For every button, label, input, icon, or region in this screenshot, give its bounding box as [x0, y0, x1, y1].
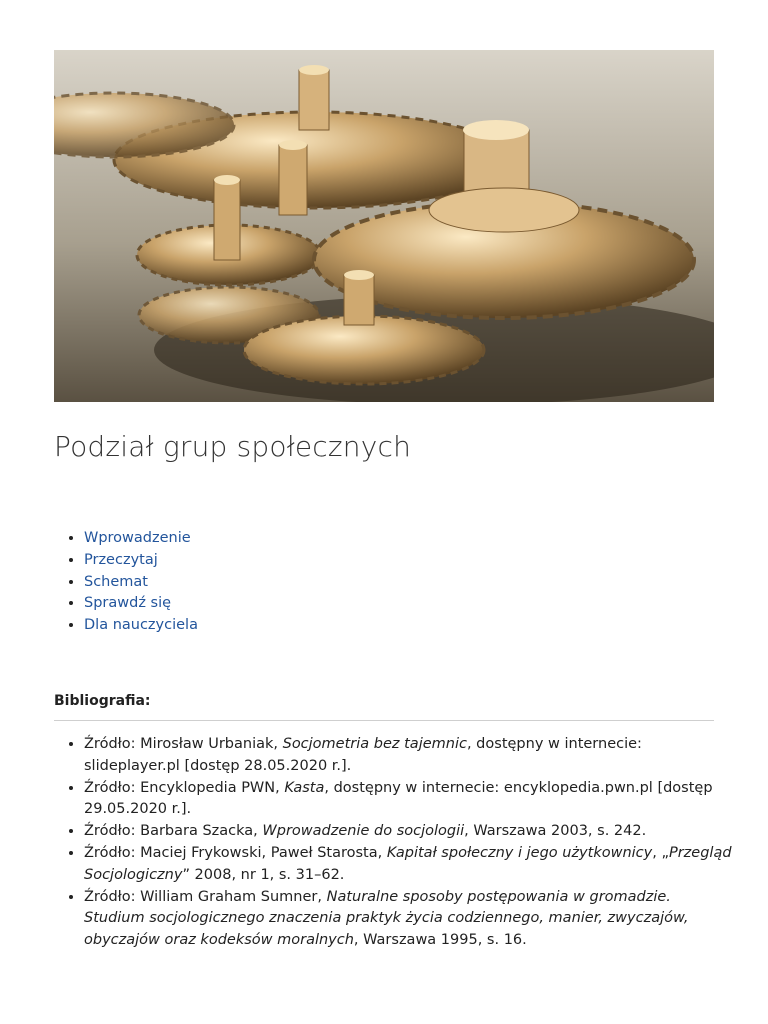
bib-title: Przegląd Socjologiczny [84, 844, 732, 883]
bib-title: Wprowadzenie do socjologii [262, 823, 465, 840]
gears-illustration [54, 50, 714, 402]
nav-link-dla-nauczyciela[interactable]: Dla nauczyciela [84, 617, 198, 634]
bib-text: , dostępny w internecie: slideplayer.pl [dostęp 28.05.2020 r.]. [84, 736, 642, 774]
nav-link-przeczytaj[interactable]: Przeczytaj [84, 551, 158, 568]
list-item [84, 550, 198, 572]
bibliography-item [84, 887, 734, 952]
bib-title: Socjometria bez tajemnic [282, 736, 467, 752]
bib-text: , Warszawa 1995, s. 16. [353, 932, 527, 949]
section-nav [54, 528, 198, 637]
bibliography-heading: Bibliografia: [54, 693, 151, 709]
bibliography-list [54, 734, 734, 952]
nav-link-wprowadzenie[interactable]: Wprowadzenie [84, 530, 191, 546]
bib-text: Źródło: William Graham Sumner, [84, 888, 327, 905]
bib-text: , „ [652, 844, 669, 861]
list-item [84, 615, 198, 637]
divider [54, 720, 714, 721]
bibliography-item [84, 734, 734, 778]
bib-title: Kasta [284, 779, 325, 796]
nav-link-sprawdz-sie[interactable]: Sprawdź się [84, 595, 172, 612]
bib-title: Kapitał społeczny i jego użytkownicy [386, 844, 653, 861]
bib-text: ” 2008, nr 1, s. 31–62. [182, 866, 345, 883]
bibliography-item [84, 778, 734, 822]
bib-title: Naturalne sposoby postępowania w gromadzie. Studium socjologicznego znaczenia praktyk życia codziennego, manier, zwyczajów, obyczajów oraz kodeksów moralnych [84, 888, 689, 949]
list-item [84, 528, 198, 550]
bibliography-item [84, 843, 734, 887]
bib-text: , dostępny w internecie: encyklopedia.pwn.pl [dostęp 29.05.2020 r.]. [84, 779, 713, 818]
bib-text: , Warszawa 2003, s. 242. [464, 823, 647, 840]
bib-text: Źródło: Maciej Frykowski, Paweł Starosta, [84, 844, 387, 861]
bib-text: Źródło: Mirosław Urbaniak, [84, 736, 283, 752]
nav-link-schemat[interactable]: Schemat [84, 573, 148, 590]
list-item [84, 572, 198, 594]
page-title: Podział grup społecznych [54, 430, 412, 463]
list-item [84, 593, 198, 615]
bib-text: Źródło: Encyklopedia PWN, [84, 779, 285, 796]
hero-image [54, 50, 714, 402]
bibliography-item [84, 821, 734, 843]
bib-text: Źródło: Barbara Szacka, [84, 823, 263, 840]
